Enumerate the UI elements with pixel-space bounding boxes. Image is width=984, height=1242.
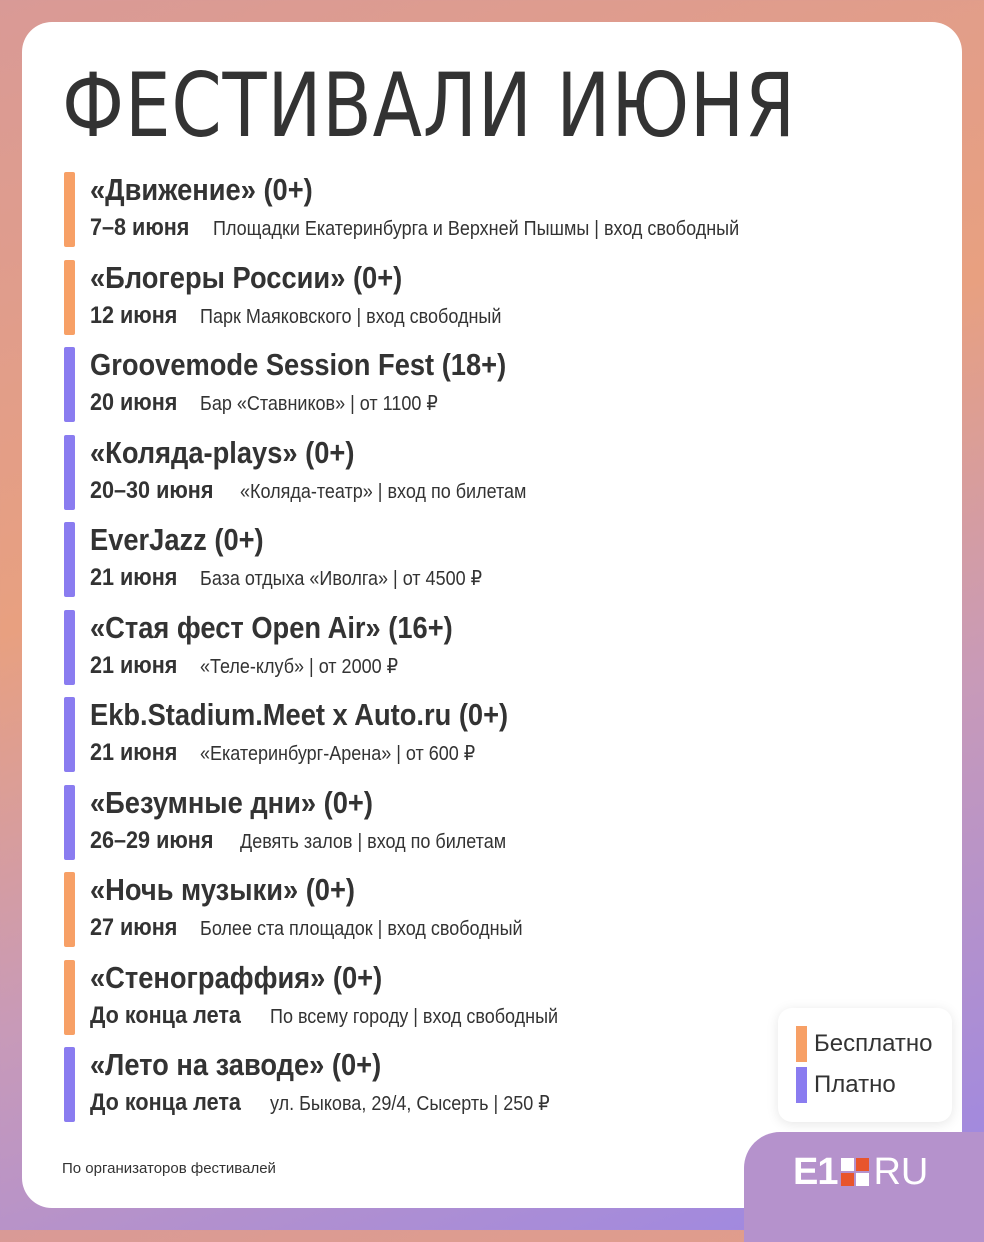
festival-name: «Блогеры России» (0+) [90,259,403,295]
festival-name: «Коляда-plays» (0+) [90,434,355,470]
festival-place: Бар «Ставников» | от 1100 ₽ [199,393,438,415]
price-indicator-bar [64,172,75,247]
legend-free-label: Бесплатно [814,1030,933,1057]
price-indicator-bar [64,522,75,597]
price-indicator-bar [64,960,75,1035]
festival-item [64,697,924,772]
festival-place: «Екатеринбург-Арена» | от 600 ₽ [199,743,475,765]
festival-item [64,435,924,510]
festival-date: 27 июня [90,914,178,941]
price-indicator-bar [64,697,75,772]
festival-meta [90,477,924,508]
source-footnote: По организаторов фестивалей [62,1160,276,1177]
festival-name: «Ночь музыки» (0+) [90,872,355,907]
legend-free-swatch [796,1026,807,1062]
price-indicator-bar [64,435,75,510]
e1-logo[interactable] [793,1152,928,1192]
festival-item [64,872,924,947]
festival-date: До конца лета [90,1001,241,1029]
festival-date: 20 июня [90,389,178,416]
festival-place: ул. Быкова, 29/4, Сысерть | 250 ₽ [270,1093,550,1115]
festival-name: «Безумные дни» (0+) [90,784,373,820]
poster-card [22,22,962,1208]
festival-name: «Стенограффия» (0+) [90,959,383,995]
festival-date: 21 июня [90,564,178,591]
festival-place: Площадки Екатеринбурга и Верхней Пышмы | вход свободный [212,218,740,240]
festival-meta [90,564,924,595]
price-indicator-bar [64,260,75,335]
festival-date: 7–8 июня [90,214,190,241]
festival-name: «Движение» (0+) [90,172,313,207]
festival-place: «Теле-клуб» | от 2000 ₽ [199,655,398,678]
price-indicator-bar [64,610,75,685]
festival-list [64,172,924,1135]
festival-meta [90,739,924,770]
price-indicator-bar [64,785,75,860]
festival-item [64,260,924,335]
festival-meta [90,652,924,683]
festival-place: Более ста площадок | вход свободный [199,918,523,940]
page-title: ФЕСТИВАЛИ ИЮНЯ [62,54,796,157]
festival-item [64,785,924,860]
festival-item [64,610,924,685]
logo-ru-text: RU [873,1150,929,1193]
festival-place: По всему городу | вход свободный [270,1005,559,1028]
price-indicator-bar [64,872,75,947]
festival-meta [90,214,924,245]
festival-name: Groovemode Session Fest (18+) [90,347,507,382]
logo-e1-text: E1 [793,1150,838,1193]
legend [778,1008,952,1122]
festival-name: «Стая фест Open Air» (16+) [90,609,453,645]
festival-meta [90,389,924,420]
price-indicator-bar [64,347,75,422]
festival-place: Девять залов | вход по билетам [239,830,506,853]
festival-date: 12 июня [90,301,178,329]
festival-item [64,347,924,422]
festival-name: «Лето на заводе» (0+) [90,1047,382,1082]
festival-meta [90,914,924,945]
festival-date: 21 июня [90,651,178,679]
festival-place: База отдыха «Иволга» | от 4500 ₽ [199,568,482,590]
festival-place: «Коляда-театр» | вход по билетам [239,480,527,503]
festival-name: Ekb.Stadium.Meet x Auto.ru (0+) [90,697,509,732]
festival-date: 21 июня [90,739,178,766]
festival-meta [90,302,924,333]
festival-date: 26–29 июня [90,826,214,854]
festival-date: До конца лета [90,1089,241,1116]
festival-name: EverJazz (0+) [90,522,264,557]
festival-item [64,522,924,597]
festival-date: 20–30 июня [90,476,214,504]
festival-item [64,172,924,247]
festival-place: Парк Маяковского | вход свободный [199,305,501,328]
legend-paid-swatch [796,1067,807,1103]
price-indicator-bar [64,1047,75,1122]
legend-paid-label: Платно [814,1071,896,1098]
logo-squares-icon [841,1158,869,1186]
festival-meta [90,827,924,858]
